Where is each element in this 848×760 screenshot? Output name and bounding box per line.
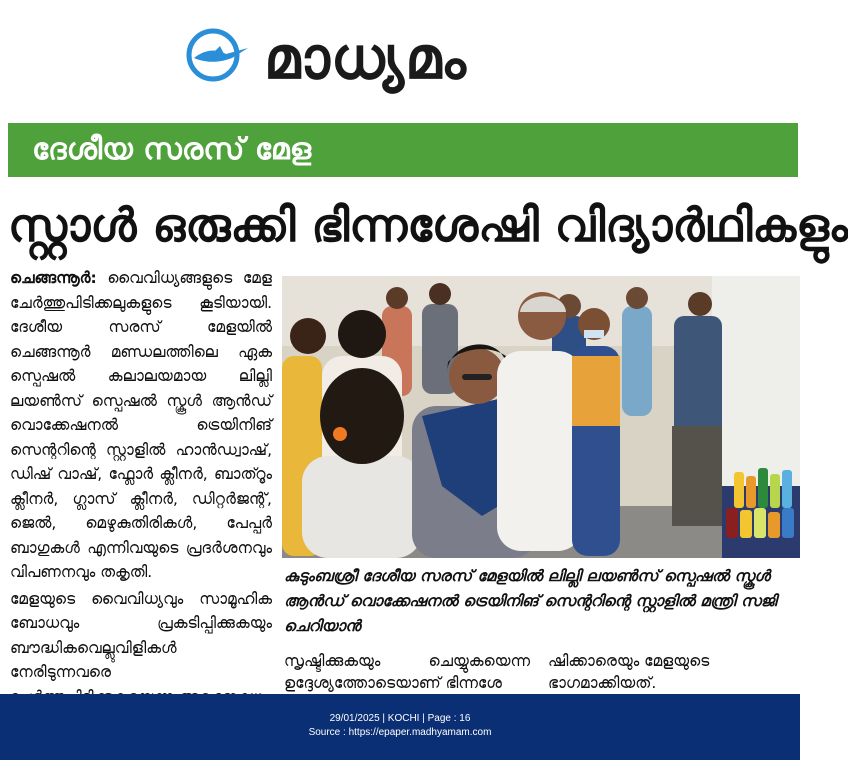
paragraph-2: മേളയുടെ വൈവിധ്യവും സാമൂഹിക ബോധവും പ്രകടിപ്പിക്കുകയും ബൗദ്ധികവെല്ലുവിളികൾ നേരിടുന്നവരെ	[10, 589, 272, 681]
masthead-brand: മാധ്യമം	[264, 24, 467, 92]
article-photo	[282, 276, 800, 558]
footer-source-link[interactable]: Source : https://epaper.madhyamam.com	[308, 727, 492, 738]
section-band	[8, 123, 798, 177]
paragraph-1-text: വൈവിധ്യങ്ങളുടെ മേള ചേർത്തുപിടിക്കലുകളുടെ കൂടിയായി. ദേശീയ സരസ് മേളയിൽ ചെങ്ങന്നൂർ മണ്ഡലത്തിലെ ഏക സ്പെഷൽ കലാലയമായ ലില്ലി ലയൺസ് സ്പെഷൽ സ്കൂൾ ആൻഡ് വൊക്കേഷനൽ ട്രെയിനിങ് സെന്ററിന്റെ സ്റ്റാളിൽ ഹാൻഡ്വാഷ്, ഡിഷ് വാഷ്, ഫ്ലോർ ക്ലീനർ, ബാത്റൂം ക്ലീനർ, ഗ്ലാസ് ക്ലീനർ, ഡിറ്റർജന്റ്, ജെൽ, മെഴുകുതിരികൾ, പേപ്പർ ബാഗുകൾ എന്നിവയുടെ പ്രദർശനവും വിപണനവും തകൃതി.	[10, 269, 272, 581]
photo-caption: കുടുംബശ്രീ ദേശീയ സരസ് മേളയിൽ ലില്ലി ലയൺസ് സ്പെഷൽ സ്കൂൾ ആൻഡ് വൊക്കേഷനൽ ട്രെയിനിങ് സെന്ററിന്റെ സ്റ്റാളിൽ മന്ത്രി സജി ചെറിയാൻ	[284, 567, 777, 635]
footer-edition-info: 29/01/2025 | KOCHI | Page : 16	[329, 713, 471, 724]
article-body-left	[10, 266, 272, 694]
dateline: ചെങ്ങന്നൂർ:	[10, 269, 97, 287]
bird-emblem-icon	[186, 28, 250, 82]
article-column-middle: സൃഷ്ടിക്കുകയും ചെയ്യുകയെന്ന ഉദ്ദേശ്യത്തോടെയാണ് ഭിന്നശേ	[284, 652, 530, 692]
masthead	[0, 0, 800, 120]
article-column-right: ഷിക്കാരെയും മേളയുടെ ഭാഗമാക്കിയത്.	[548, 652, 710, 692]
article-headline: സ്റ്റാൾ ഒരുക്കി ഭിന്നശേഷി വിദ്യാർഥികളും	[8, 198, 848, 252]
section-label: ദേശീയ സരസ് മേള	[32, 132, 312, 167]
footer-bar	[0, 694, 800, 760]
paragraph-1	[10, 266, 272, 585]
